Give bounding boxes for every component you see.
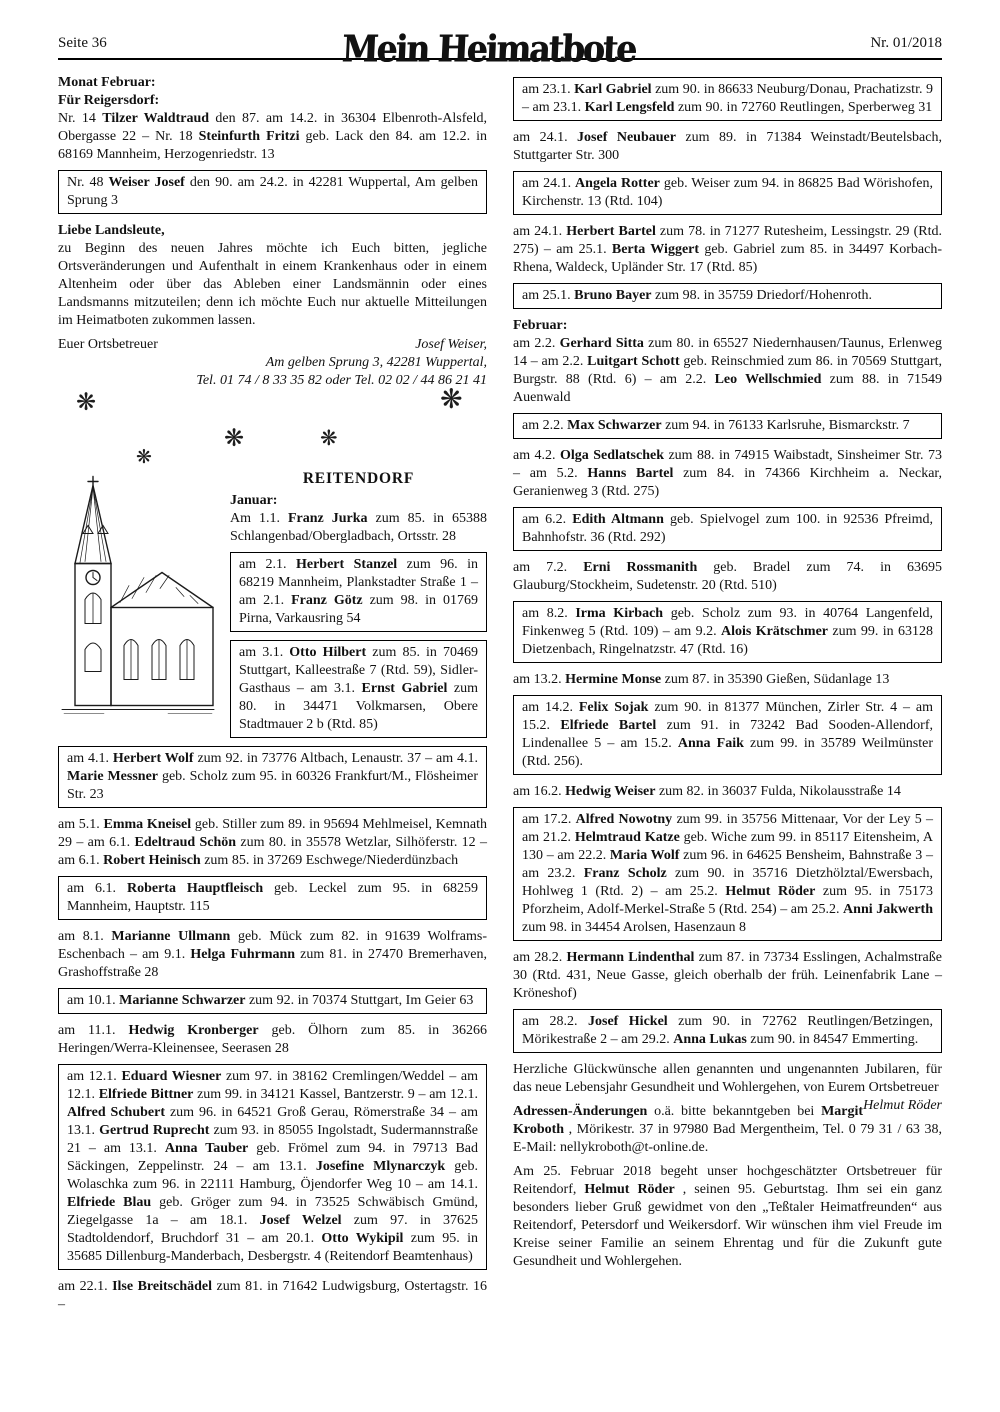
text-run: am 24.1.: [513, 224, 567, 239]
text-run: Nr. 48: [67, 175, 109, 190]
person-name: Erni Rossmanith: [583, 560, 698, 575]
text-run: zum 92. in 70374 Stuttgart, Im Geier 63: [245, 993, 474, 1008]
person-name: Margit Kroboth: [513, 1104, 864, 1137]
text-run: am 17.2.: [522, 812, 576, 827]
january-entries-section: [58, 746, 487, 1314]
paragraph: [58, 336, 487, 354]
person-name: Otto Wykipil: [321, 1231, 404, 1246]
text-run: REITENDORF: [302, 470, 415, 487]
snowflake-icon: ❋: [76, 388, 97, 416]
boxed-entry: [513, 171, 942, 215]
person-name: Hedwig Weiser: [565, 784, 656, 799]
text-run: am 10.1.: [67, 993, 120, 1008]
text-run: am 6.1.: [67, 881, 127, 896]
issue-number: Nr. 01/2018: [870, 35, 942, 51]
text-run: geb. Frömel zum 94. in 79713 Bad Säckingen, Zeppelinstr. 24 – am 13.1.: [67, 1141, 479, 1174]
text-run: geb. Ölhorn zum 85. in 36266 Heringen/Werra-Kleinensee, Seerasen 28: [58, 1023, 488, 1056]
boxed-entry: [513, 601, 942, 663]
person-name: Roberta Hauptfleisch: [126, 881, 264, 896]
text-run: zum 99. in 35789 Weilmünster (Rtd. 256).: [522, 736, 933, 769]
text-run: am 14.2.: [522, 700, 579, 715]
boxed-entry: [513, 507, 942, 551]
text-run: Nr. 14: [58, 111, 103, 126]
page-number: Seite 36: [58, 35, 107, 51]
signature-line: [58, 354, 487, 372]
person-name: Februar:: [513, 318, 568, 333]
person-name: Alfred Schubert: [67, 1105, 166, 1120]
person-name: Berta Wiggert: [611, 242, 700, 257]
boxed-entry: [58, 1064, 487, 1270]
text-run: Herzliche Glückwünsche allen genannten und ungenannten Jubilaren, für das neue Lebensjahr Gesundheit und Wohlergehen, von Eurem Ortsbetreuer: [513, 1062, 942, 1095]
text-run: geb. Gröger zum 94. in 73525 Schwäbisch Gmünd, Ziegelgasse 1a – am 18.1.: [67, 1195, 478, 1228]
boxed-entry: [58, 876, 487, 920]
text-run: zum 78. in 71277 Rutesheim, Lessingstr. 29 (Rtd. 275) – am 25.1.: [513, 224, 943, 257]
text-run: zum 98. in 35759 Driedorf/Hohenroth.: [651, 288, 872, 303]
paragraph: [513, 447, 942, 501]
person-name: Hermine Monse: [565, 672, 662, 687]
person-name: Leo Wellschmied: [714, 372, 822, 387]
text-run: zum 92. in 73776 Altbach, Lenaustr. 37 – am 4.1.: [193, 751, 478, 766]
person-name: Anna Lukas: [673, 1032, 747, 1047]
text-run: geb. Scholz zum 93. in 40764 Langenfeld, Finkenweg 5 (Rtd. 109) – am 9.2.: [522, 606, 934, 639]
text-run: zum 87. in 73734 Esslingen, Achalmstraße 30 (Rtd. 431, Neue Gasse, gleich oberhalb der früh. Leinenfabrik Lane – Kröneshof): [513, 950, 942, 1001]
masthead-logo: Mein Heimatbote: [340, 26, 637, 71]
signature-line: [58, 372, 487, 390]
text-run: am 6.2.: [522, 512, 573, 527]
text-run: geb. Leckel zum 95. in 68259 Mannheim, Hauptstr. 115: [67, 881, 478, 914]
boxed-entry: [513, 413, 942, 439]
person-name: Anni Jakwerth: [843, 902, 933, 917]
person-name: Felix Sojak: [578, 700, 649, 715]
person-name: Januar:: [230, 493, 278, 508]
person-name: Herbert Bartel: [566, 224, 656, 239]
person-name: Max Schwarzer: [567, 418, 662, 433]
person-name: Olga Sedlatschek: [560, 448, 665, 463]
person-name: Karl Gabriel: [574, 82, 652, 97]
page-header: [58, 26, 942, 71]
person-name: Weiser Josef: [108, 175, 185, 190]
person-name: Elfriede Bittner: [98, 1087, 194, 1102]
text-run: zum 97. in 37625 Stadtoldendorf, Bruchdorf 31 – am 20.1.: [67, 1213, 478, 1246]
reitendorf-section: [58, 470, 487, 738]
boxed-entry: [513, 807, 942, 941]
text-run: Tel. 01 74 / 8 33 35 82 oder Tel. 02 02 / 44 86 21 41: [196, 373, 487, 388]
text-run: am 4.1.: [67, 751, 113, 766]
person-name: Alois Krätschmer: [720, 624, 828, 639]
person-name: Helmut Röder: [584, 1182, 675, 1197]
text-run: am 24.1.: [522, 176, 576, 191]
text-run: zum 90. in 72760 Reutlingen, Sperberweg 31: [674, 100, 933, 115]
text-run: zum 81. in 71642 Ludwigsburg, Ostertagstr. 16 –: [58, 1279, 488, 1312]
person-name: Anna Tauber: [164, 1141, 249, 1156]
text-run: am 12.1.: [67, 1069, 122, 1084]
text-run: zum 81. in 27470 Bremerhaven, Grashoffstraße 28: [58, 947, 487, 980]
text-run: zum 93. in 85055 Ingolstadt, Sudermannstraße 21 – am 13.1.: [67, 1123, 479, 1156]
person-name: Hanns Bartel: [587, 466, 674, 481]
text-run: geb. Lack den 84. am 12.2. in 68169 Mannheim, Herzogenriedstr. 13: [58, 129, 488, 162]
boxed-entry: [513, 77, 942, 121]
text-run: zum 89. in 71384 Weinstadt/Beutelsbach, Stuttgarter Str. 300: [513, 130, 942, 163]
boxed-entry: [58, 988, 487, 1014]
snowflake-icon: ❋: [136, 446, 152, 468]
person-name: Franz Jurka: [287, 511, 368, 526]
person-name: Helga Fuhrmann: [190, 947, 296, 962]
person-name: Ilse Breitschädel: [112, 1279, 212, 1294]
text-run: zum 94. in 76133 Karlsruhe, Bismarckstr. 7: [661, 418, 910, 433]
person-name: Helmtraud Katze: [574, 830, 680, 845]
paragraph: [513, 671, 942, 689]
text-run: zum 96. in 68219 Mannheim, Plankstadter Straße 1 – am 2.1.: [239, 557, 478, 608]
boxed-entry: [513, 1009, 942, 1053]
paragraph: [58, 74, 487, 92]
text-run: zum 98. in 01769 Pirna, Varkausring 54: [239, 593, 479, 626]
person-name: Tilzer Waldtraud: [102, 111, 210, 126]
person-name: Franz Götz: [291, 593, 363, 608]
person-name: Ernst Gabriel: [361, 681, 448, 696]
text-run: zum 90. in 84547 Emmerting.: [746, 1032, 919, 1047]
snowflake-icon: ❋: [320, 426, 338, 450]
text-run: Josef Weiser,: [415, 337, 487, 352]
text-run: Euer Ortsbetreuer: [58, 337, 158, 352]
text-run: zum 98. in 34454 Arolsen, Hasenzaun 8: [522, 920, 746, 935]
paragraph: [58, 240, 487, 330]
boxed-entry: [230, 552, 487, 632]
paragraph: [513, 559, 942, 595]
text-run: am 24.1.: [513, 130, 578, 145]
text-run: zum 95. in 75173 Pforzheim, Adolf-Merkel-Straße 5 (Rtd. 254) – am 25.2.: [522, 884, 933, 917]
text-run: am 28.2.: [513, 950, 567, 965]
text-run: geb. Bradel zum 74. in 63695 Glauburg/Stockheim, Sudetenstr. 20 (Rtd. 510): [513, 560, 942, 593]
person-name: Elfriede Bartel: [560, 718, 657, 733]
text-run: am 5.1.: [58, 817, 104, 832]
text-run: zum 82. in 36037 Fulda, Nikolausstraße 14: [655, 784, 901, 799]
person-name: Edith Altmann: [572, 512, 664, 527]
text-run: zum 99. in 34121 Kassel, Bantzerstr. 9 – am 12.1.: [193, 1087, 478, 1102]
paragraph: [513, 317, 942, 335]
text-run: o.ä. bitte bekanntgeben bei: [647, 1104, 822, 1119]
person-name: Marianne Ullmann: [111, 929, 231, 944]
paragraph: [58, 1278, 487, 1314]
text-run: am 22.1.: [58, 1279, 113, 1294]
boxed-entry: [58, 170, 487, 214]
right-column: [513, 74, 942, 1320]
person-name: Monat Februar:: [58, 75, 156, 90]
text-run: den 90. am 24.2. in 42281 Wuppertal, Am gelben Sprung 3: [67, 175, 478, 208]
boxed-entry: [513, 695, 942, 775]
text-run: am 2.2.: [522, 418, 568, 433]
text-run: zum 85. in 65388 Schlangenbad/Obergladbach, Ortsstr. 28: [230, 511, 487, 544]
paragraph: [58, 92, 487, 110]
text-run: am 25.1.: [522, 288, 575, 303]
person-name: Adressen-Änderungen: [513, 1104, 648, 1119]
text-run: am 2.1.: [239, 557, 296, 572]
reigersdorf-section: [58, 74, 487, 390]
person-name: Franz Scholz: [583, 866, 667, 881]
paragraph: [513, 335, 942, 407]
person-name: Karl Lengsfeld: [584, 100, 675, 115]
paragraph: [58, 110, 487, 164]
text-run: zum 96. in 64625 Bensheim, Bahnstraße 3 – am 23.2.: [522, 848, 934, 881]
person-name: Irma Kirbach: [575, 606, 664, 621]
person-name: Für Reigersdorf:: [58, 93, 160, 108]
text-run: am 7.2.: [513, 560, 584, 575]
person-name: Herbert Wolf: [112, 751, 194, 766]
text-run: zum 95. in 35685 Dillenburg-Manderbach, Desbergstr. 4 (Reitendorf Beamtenhaus): [67, 1231, 478, 1264]
text-run: zum 88. in 74915 Waibstadt, Sinsheimer Str. 73 – am 5.2.: [513, 448, 942, 481]
text-run: Am 1.1.: [230, 511, 288, 526]
text-run: geb. Spielvogel zum 100. in 92536 Pfreimd, Bahnhofstr. 36 (Rtd. 292): [522, 512, 933, 545]
snowflake-icon: ❋: [224, 424, 245, 452]
paragraph: [513, 129, 942, 165]
text-run: geb. Wolaschka zum 96. in 22111 Hamburg, Öjendorfer Weg 10 – am 14.1.: [67, 1159, 478, 1192]
person-name: Gertrud Ruprecht: [99, 1123, 210, 1138]
person-name: Otto Hilbert: [289, 645, 367, 660]
text-run: am 11.1.: [58, 1023, 129, 1038]
left-column: [58, 74, 487, 1320]
person-name: Hermann Lindenthal: [566, 950, 695, 965]
paragraph: [513, 1163, 942, 1271]
text-run: zum 88. in 71549 Auenwald: [513, 372, 942, 405]
snowflakes-decoration: [58, 384, 487, 468]
person-name: Angela Rotter: [575, 176, 660, 191]
person-name: Liebe Landsleute,: [58, 223, 165, 238]
person-name: Josef Welzel: [259, 1213, 342, 1228]
text-run: zum 80. in 65527 Niedernhausen/Taunus, Erlenweg 14 – am 2.2.: [513, 336, 942, 369]
text-run: zum 90. in 81377 München, Zirler Str. 4 – am 15.2.: [522, 700, 933, 733]
person-name: Emma Kneisel: [103, 817, 192, 832]
paragraph: [513, 223, 942, 277]
text-run: zum 85. in 37269 Eschwege/Niederdünzbach: [200, 853, 459, 868]
person-name: Gerhard Sitta: [559, 336, 644, 351]
text-run: zum 99. in 63128 Dietzenbach, Ringelnatzstr. 47 (Rtd. 16): [522, 624, 933, 657]
person-name: Eduard Wiesner: [121, 1069, 222, 1084]
text-run: geb. Reinschmied zum 86. in 70569 Stuttgart, Burgstr. 88 (Rtd. 6) – am 2.2.: [513, 354, 942, 387]
text-run: am 8.1.: [58, 929, 112, 944]
columns: [58, 74, 942, 1320]
person-name: Marianne Schwarzer: [119, 993, 246, 1008]
person-name: Josef Hickel: [588, 1014, 668, 1029]
text-run: geb. Mück zum 82. in 91639 Wolframs-Eschenbach – am 9.1.: [58, 929, 488, 962]
text-run: zum 99. in 35756 Mittenaar, Vor der Ley 5 – am 21.2.: [522, 812, 933, 845]
person-name: Robert Heinisch: [103, 853, 201, 868]
text-run: zum 87. in 35390 Gießen, Südanlage 13: [661, 672, 890, 687]
text-run: am 2.2.: [513, 336, 560, 351]
text-run: geb. Scholz zum 95. in 60326 Frankfurt/M., Flösheimer Str. 23: [67, 769, 478, 802]
person-name: Bruno Bayer: [574, 288, 652, 303]
paragraph: [58, 816, 487, 870]
person-name: Anna Faik: [677, 736, 744, 751]
text-run: zu Beginn des neuen Jahres möchte ich Euch bitten, jegliche Ortsveränderungen und Aufenthalt in einem Krankenhaus oder in einem Altenheim oder über das Ableben einer Landsmännin oder eines Landsmanns mitzuteilen; denn ich möchte Euch nur aktuelle Mitteilungen im Heimatboten zukommen lassen.: [58, 241, 487, 328]
text-run: zum 90. in 72762 Reutlingen/Betzingen, Mörikestraße 2 – am 29.2.: [522, 1014, 933, 1047]
text-run: zum 90. in 35716 Dietzhölztal/Ewersbach, Hohlweg 1 (Rtd. 2) – am 25.2.: [522, 866, 934, 899]
person-name: Hedwig Kronberger: [128, 1023, 259, 1038]
text-run: Am 25. Februar 2018 begeht unser hochgeschätzter Ortsbetreuer für Reitendorf,: [513, 1164, 942, 1197]
paragraph: [58, 928, 487, 982]
boxed-entry: [58, 746, 487, 808]
text-run: zum 91. in 73242 Bad Sooden-Allendorf, Lindenallee 5 – am 15.2.: [522, 718, 934, 751]
person-name: Alfred Nowotny: [575, 812, 673, 827]
person-name: Marie Messner: [67, 769, 159, 784]
boxed-entry: [230, 640, 487, 738]
text-run: zum 80. in 35578 Wetzlar, Silhöferstr. 12 – am 6.1.: [58, 835, 488, 868]
text-run: am 23.1.: [522, 82, 575, 97]
text-run: zum 96. in 64521 Groß Gerau, Römerstraße 34 – am 13.1.: [67, 1105, 478, 1138]
church-illustration: [58, 472, 218, 720]
text-run: am 8.2.: [522, 606, 576, 621]
text-run: zum 85. in 70469 Stuttgart, Kalleestraße 7 (Rtd. 59), Sidler-Gasthaus – am 3.1.: [239, 645, 479, 696]
text-run: zum 80. in 34471 Volkmarsen, Obere Stadtmauer 2 b (Rtd. 85): [239, 681, 478, 732]
text-run: , seinen 95. Geburtstag. Ihm sei ein ganz besonders lieber Gruß gewidmet von den „Teßtaler Heimatfreunden“ aus Reitendorf, Petersdorf und Weikersdorf. Wir wünschen ihm viel Freude im Kreise seiner Familie an seinem Ehrentag und für die Zukunft gute Gesundheit und Wohlergehen.: [513, 1182, 942, 1269]
text-run: geb. Weiser zum 94. in 86825 Bad Wörishofen, Kirchenstr. 13 (Rtd. 104): [522, 176, 933, 209]
person-name: Steinfurth Fritzi: [198, 129, 300, 144]
person-name: Edeltraud Schön: [134, 835, 237, 850]
text-run: am 16.2.: [513, 784, 566, 799]
text-run: Helmut Röder: [863, 1098, 942, 1113]
text-run: am 4.2.: [513, 448, 560, 463]
person-name: Helmut Röder: [725, 884, 816, 899]
text-run: am 28.2.: [522, 1014, 589, 1029]
person-name: Josef Neubauer: [577, 130, 676, 145]
paragraph: [513, 949, 942, 1003]
paragraph: [58, 222, 487, 240]
text-run: am 3.1.: [239, 645, 290, 660]
person-name: Maria Wolf: [609, 848, 680, 863]
paragraph: [513, 783, 942, 801]
text-run: am 13.2.: [513, 672, 566, 687]
text-run: den 87. am 14.2. in 36304 Elbenroth-Alsfeld, Obergasse 22 – Nr. 18: [58, 111, 488, 144]
snowflake-icon: ❋: [440, 384, 463, 415]
text-run: geb. Gabriel zum 85. in 34497 Korbach-Rhena, Waldeck, Upländer Str. 17 (Rtd. 85): [513, 242, 943, 275]
text-run: geb. Stiller zum 89. in 95694 Mehlmeisel, Kemnath 29 – am 6.1.: [58, 817, 488, 850]
person-name: Luitgart Schott: [587, 354, 680, 369]
paragraph: [58, 1022, 487, 1058]
text-run: Am gelben Sprung 3, 42281 Wuppertal,: [265, 355, 487, 370]
text-run: geb. Wiche zum 99. in 85117 Eitensheim, A 130 – am 22.2.: [522, 830, 933, 863]
person-name: Josefine Mlynarczyk: [315, 1159, 446, 1174]
text-run: zum 90. in 86633 Neuburg/Donau, Prachatizstr. 9 – am 23.1.: [522, 82, 933, 115]
text-run: zum 97. in 38162 Cremlingen/Weddel – am 12.1.: [67, 1069, 478, 1102]
text-run: zum 84. in 74366 Kirchheim a. Neckar, Geranienweg 3 (Rtd. 275): [513, 466, 943, 499]
person-name: Herbert Stanzel: [295, 557, 398, 572]
person-name: Elfriede Blau: [67, 1195, 152, 1210]
text-run: , Mörikestr. 37 in 97980 Bad Mergentheim, Tel. 0 79 31 / 63 38, E-Mail: nellykroboth@t-online.de.: [513, 1122, 942, 1155]
boxed-entry: [513, 283, 942, 309]
